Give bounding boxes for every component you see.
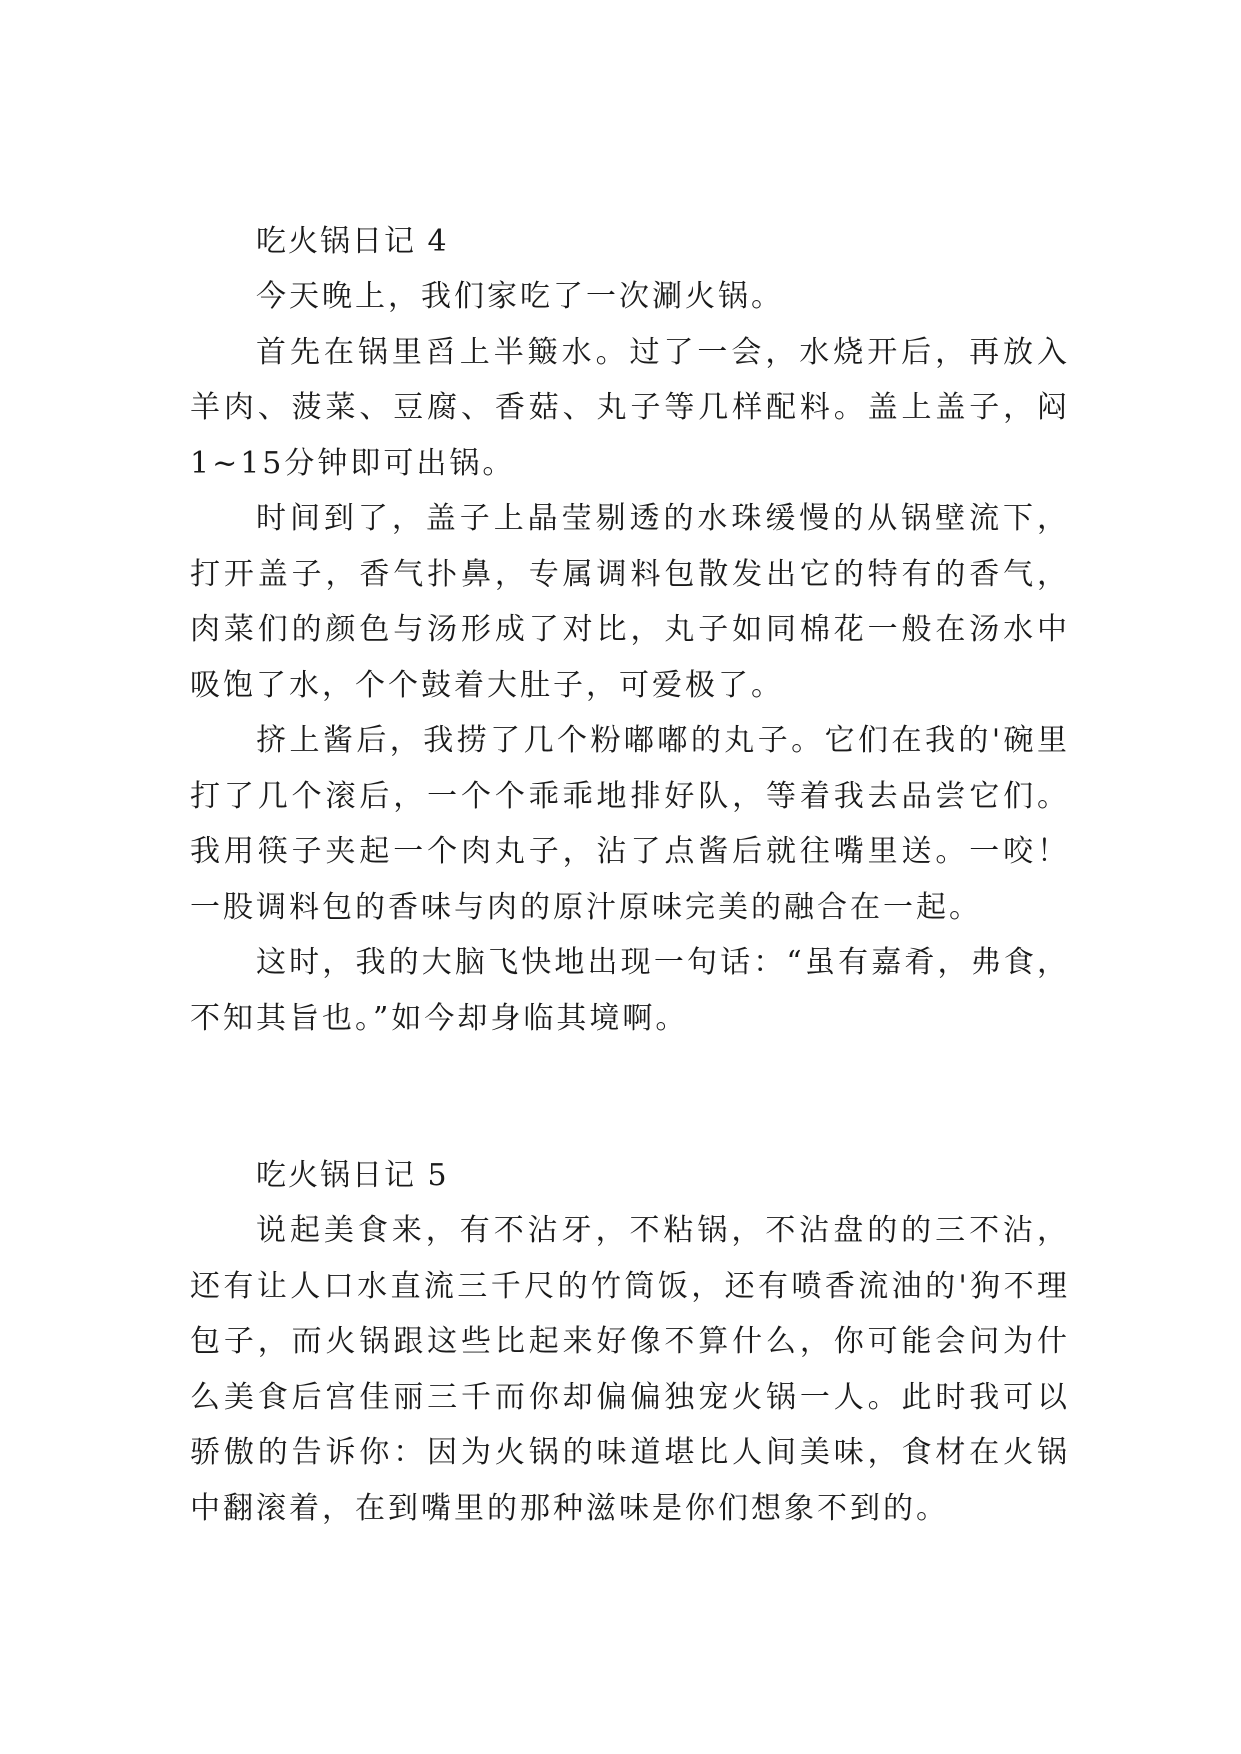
paragraph: 今天晚上，我们家吃了一次涮火锅。 <box>256 279 784 314</box>
diary-section-4 <box>190 214 1070 1046</box>
paragraph: 这时，我的大脑飞快地出现一句话：“虽有嘉肴，弗食，不知其旨也。”如今却身临其境啊。 <box>190 945 1070 1036</box>
section-title: 吃火锅日记 4 <box>256 224 449 259</box>
section-title: 吃火锅日记 5 <box>256 1158 449 1193</box>
paragraph: 说起美食来，有不沾牙，不粘锅，不沾盘的的三不沾，还有让人口水直流三千尺的竹筒饭，还有喷香流油的'狗不理包子，而火锅跟这些比起来好像不算什么，你可能会问为什么美食后宫佳丽三千而你却偏偏独宠火锅一人。此时我可以骄傲的告诉你：因为火锅的味道堪比人间美味，食材在火锅中翻滚着，在到嘴里的那种滋味是你们想象不到的。 <box>190 1213 1070 1526</box>
diary-section-5 <box>190 1148 1070 1536</box>
paragraph: 时间到了，盖子上晶莹剔透的水珠缓慢的从锅壁流下，打开盖子，香气扑鼻，专属调料包散发出它的特有的香气，肉菜们的颜色与汤形成了对比，丸子如同棉花一般在汤水中吸饱了水，个个鼓着大肚子，可爱极了。 <box>190 501 1070 703</box>
paragraph: 首先在锅里舀上半簸水。过了一会，水烧开后，再放入羊肉、菠菜、豆腐、香菇、丸子等几样配料。盖上盖子，闷1~15分钟即可出锅。 <box>190 334 1070 481</box>
paragraph: 挤上酱后，我捞了几个粉嘟嘟的丸子。它们在我的'碗里打了几个滚后，一个个乖乖地排好队，等着我去品尝它们。我用筷子夹起一个肉丸子，沾了点酱后就往嘴里送。一咬！一股调料包的香味与肉的原汁原味完美的融合在一起。 <box>190 723 1070 925</box>
